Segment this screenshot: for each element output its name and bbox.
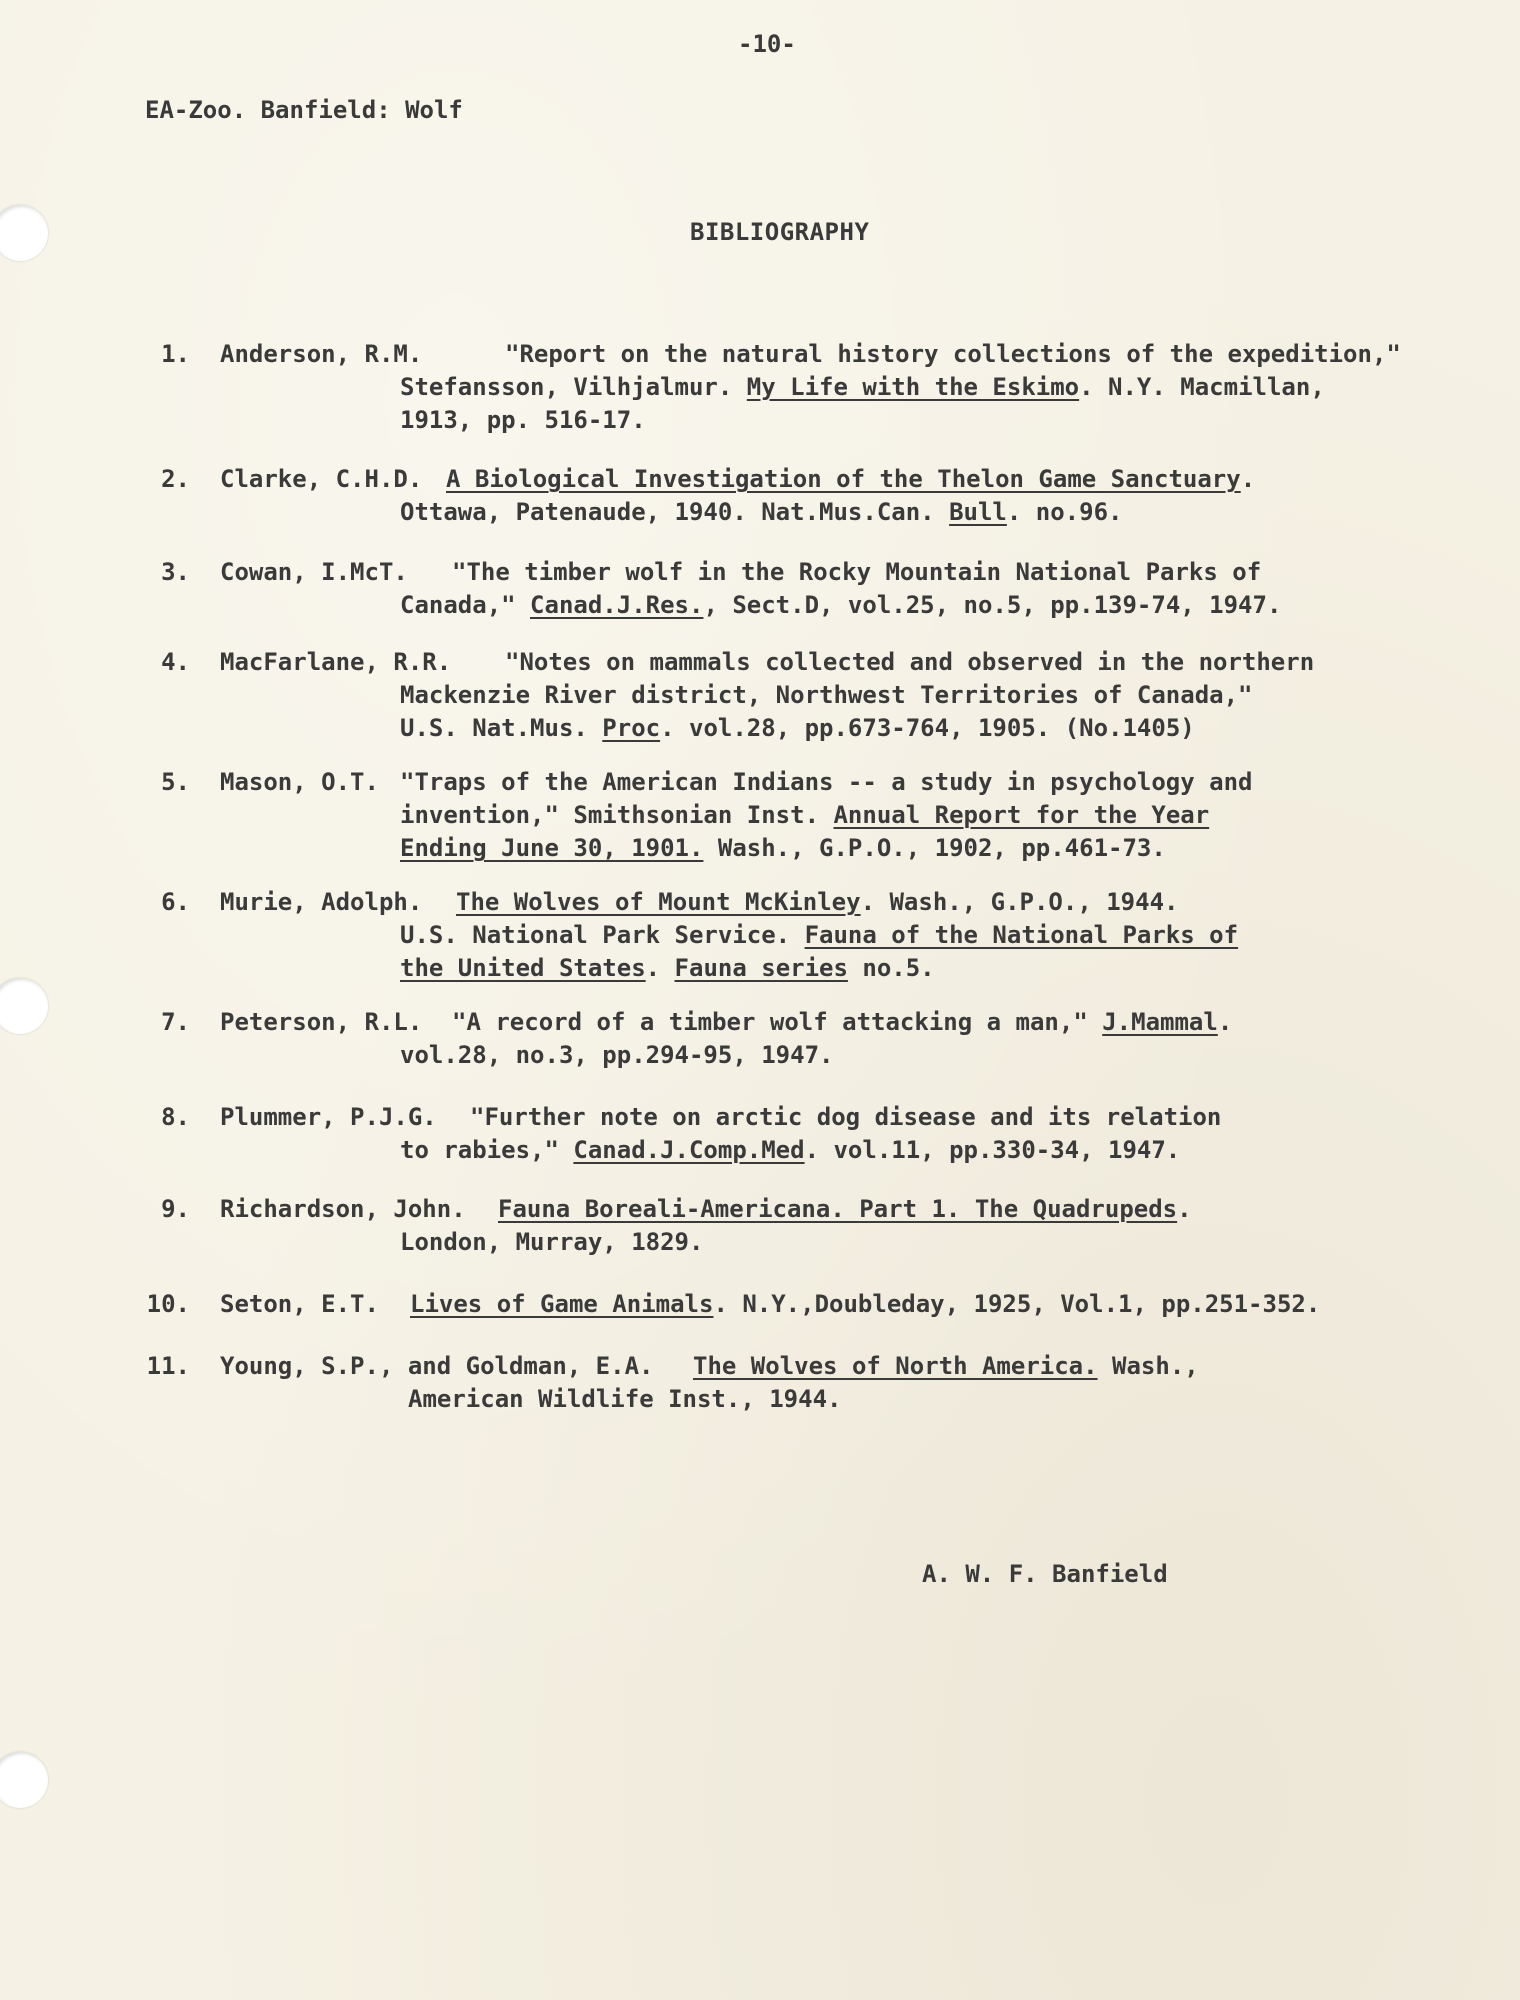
entry-line [400, 834, 1166, 862]
entry-title: Canad.J.Res. [530, 591, 704, 619]
entry-line [400, 954, 935, 982]
entry-text: . vol.28, pp.673-764, 1905. (No.1405) [660, 714, 1195, 742]
entry-line [498, 1195, 1192, 1223]
entry-text: . [1177, 1195, 1192, 1223]
entry-text: Mackenzie River district, Northwest Territories of Canada," [400, 681, 1253, 709]
entry-author: Clarke, C.H.D. [220, 465, 423, 493]
entry-line [400, 1136, 1180, 1164]
entry-text: . [645, 954, 675, 982]
entry-text: , Sect.D, vol.25, no.5, pp.139-74, 1947. [703, 591, 1282, 619]
entry-line [400, 921, 1238, 949]
entry-text: American Wildlife Inst., 1944. [408, 1385, 842, 1413]
entry-number: 2. [161, 465, 190, 493]
entry-text: U.S. Nat.Mus. [400, 714, 603, 742]
entry-text: no.5. [847, 954, 935, 982]
entry-title: Ending June 30, 1901. [400, 834, 704, 862]
entry-line [505, 648, 1314, 676]
entry-title: Fauna of the National Parks of [804, 921, 1239, 949]
entry-author: Mason, O.T. [220, 768, 379, 796]
entry-number: 1. [161, 340, 190, 368]
entry-line [400, 498, 1122, 526]
entry-text: "The timber wolf in the Rocky Mountain National Parks of [452, 558, 1262, 586]
entry-line [446, 465, 1255, 493]
entry-text: London, Murray, 1829. [400, 1228, 704, 1256]
entry-line [693, 1352, 1199, 1380]
bibliography-title: BIBLIOGRAPHY [690, 218, 870, 246]
entry-line [400, 681, 1253, 709]
entry-line [452, 558, 1261, 586]
entry-text: Wash., [1097, 1352, 1199, 1380]
entry-number: 9. [161, 1195, 190, 1223]
entry-author: Peterson, R.L. [220, 1008, 423, 1036]
entry-title: Fauna series [674, 954, 848, 982]
entry-line [470, 1103, 1221, 1131]
entry-author: Seton, E.T. [220, 1290, 379, 1318]
entry-line [400, 591, 1281, 619]
entry-author: MacFarlane, R.R. [220, 648, 452, 676]
entry-text: . [1217, 1008, 1233, 1036]
author-signature: A. W. F. Banfield [922, 1560, 1168, 1588]
entry-line [452, 1008, 1232, 1036]
entry-text: Wash., G.P.O., 1902, pp.461-73. [703, 834, 1166, 862]
entry-number: 3. [161, 558, 190, 586]
entry-title: A Biological Investigation of the Thelon Game Sanctuary [446, 465, 1241, 493]
entry-text: invention," Smithsonian Inst. [400, 801, 834, 829]
entry-text: "Traps of the American Indians -- a study in psychology and [400, 768, 1253, 796]
entry-line [400, 1041, 833, 1069]
entry-text: Stefansson, Vilhjalmur. [400, 373, 747, 401]
entry-text: 1913, pp. 516-17. [400, 406, 646, 434]
entry-number: 10. [146, 1290, 190, 1318]
entry-text: to rabies," [400, 1136, 574, 1164]
entry-text: "Report on the natural history collections of the expedition," [505, 340, 1401, 368]
entry-author: Young, S.P., and Goldman, E.A. [220, 1352, 654, 1380]
entry-title: Annual Report for the Year [833, 801, 1210, 829]
entry-title: Bull [949, 498, 1007, 526]
entry-author: Cowan, I.McT. [220, 558, 408, 586]
entry-text: "A record of a timber wolf attacking a man," [452, 1008, 1103, 1036]
entry-text: . N.Y.,Doubleday, 1925, Vol.1, pp.251-352. [713, 1290, 1321, 1318]
entry-text: vol.28, no.3, pp.294-95, 1947. [400, 1041, 834, 1069]
entry-title: The Wolves of North America. [693, 1352, 1098, 1380]
entry-line [400, 768, 1253, 796]
entry-text: . vol.11, pp.330-34, 1947. [804, 1136, 1181, 1164]
entry-author: Plummer, P.J.G. [220, 1103, 437, 1131]
entry-line [505, 340, 1401, 368]
entry-title: Fauna Boreali-Americana. Part 1. The Quadrupeds [498, 1195, 1178, 1223]
entry-number: 7. [161, 1008, 190, 1036]
entry-title: Proc [602, 714, 661, 742]
entry-title: J.Mammal [1102, 1008, 1218, 1036]
punch-hole [0, 205, 48, 261]
entry-author: Murie, Adolph. [220, 888, 423, 916]
entry-number: 5. [161, 768, 190, 796]
entry-text: . Wash., G.P.O., 1944. [860, 888, 1179, 916]
entry-number: 4. [161, 648, 190, 676]
entry-text: . no.96. [1006, 498, 1123, 526]
entry-text: U.S. National Park Service. [400, 921, 805, 949]
entry-author: Anderson, R.M. [220, 340, 423, 368]
entry-author: Richardson, John. [220, 1195, 466, 1223]
entry-line [400, 406, 646, 434]
entry-title: the United States [400, 954, 646, 982]
entry-line [400, 1228, 703, 1256]
entry-line [400, 373, 1325, 401]
page-number: -10- [738, 30, 796, 58]
entry-title: My Life with the Eskimo [746, 373, 1080, 401]
entry-text: . N.Y. Macmillan, [1079, 373, 1325, 401]
entry-line [410, 1290, 1320, 1318]
entry-text: . [1240, 465, 1256, 493]
entry-text: "Further note on arctic dog disease and its relation [470, 1103, 1222, 1131]
header-reference: EA-Zoo. Banfield: Wolf [145, 96, 463, 124]
entry-title: The Wolves of Mount McKinley [456, 888, 861, 916]
entry-title: Canad.J.Comp.Med [573, 1136, 805, 1164]
entry-line [400, 714, 1195, 742]
entry-text: Canada," [400, 591, 531, 619]
entry-number: 6. [161, 888, 190, 916]
entry-number: 8. [161, 1103, 190, 1131]
entry-line [408, 1385, 841, 1413]
punch-hole [0, 1752, 48, 1808]
entry-text: "Notes on mammals collected and observed in the northern [505, 648, 1315, 676]
entry-line [456, 888, 1178, 916]
entry-line [400, 801, 1209, 829]
entry-title: Lives of Game Animals [410, 1290, 714, 1318]
entry-number: 11. [146, 1352, 190, 1380]
entry-text: Ottawa, Patenaude, 1940. Nat.Mus.Can. [400, 498, 950, 526]
